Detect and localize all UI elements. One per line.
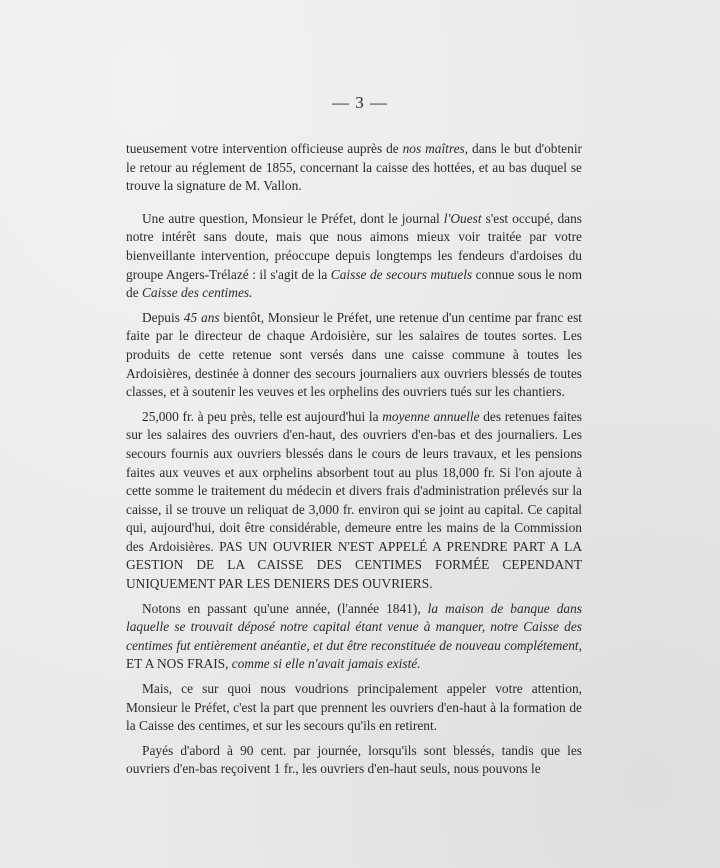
italic-text-run: nos maîtres, <box>402 141 469 156</box>
body-text <box>126 140 582 779</box>
paragraph <box>126 742 582 779</box>
text-run: Depuis <box>142 309 184 325</box>
text-run: s'est occupé, dans notre intérêt sans doute, mais que nous aimons mieux voir traitée par votre bienveillante intervention, préoccupe depuis longtemps les fendeurs d'ardoises du groupe Angers-Trélazé : il s'agit de la <box>126 210 582 282</box>
text-run: Payés d'abord à 90 cent. par journée, lorsqu'ils sont blessés, tandis que les ouvriers d'en-bas reçoivent 1 fr., les ouvriers d'en-haut seuls, nous pouvons le <box>126 742 582 777</box>
italic-text-run: Caisse de secours mutuels <box>330 266 473 282</box>
text-run: Notons en passant qu'une année, (l'année 1841), <box>142 600 428 616</box>
paragraph <box>126 140 582 196</box>
text-run: des retenues faites sur les salaires des ouvriers d'en-haut, des ouvriers d'en-bas et des journaliers. Les secours fournis aux ouvriers blessés dans le cours de leurs travaux, et les pensions faites aux veuves et aux orphelins absorbent tout au plus 18,000 fr. Si l'on ajoute à cette somme le traitement du médecin et divers frais d'administration prélevés sur la caisse, il se trouve un reliquat de 3,000 fr. environ qui se joint au capital. Ce capital qui, aujourd'hui, doit être considérable, demeure entre les mains de la Commission des Ardoisières. PAS UN OUVRIER N'EST APPELÉ A PRENDRE PART A LA GESTION DE LA CAISSE DES CENTIMES FORMÉE CEPENDANT UNIQUEMENT PAR LES DENIERS DES OUVRIERS. <box>126 408 582 592</box>
italic-text-run: comme si elle n'avait jamais existé. <box>231 656 421 672</box>
italic-text-run: Caisse des centimes. <box>142 285 253 301</box>
italic-text-run: la maison de banque dans laquelle se trouvait déposé notre capital étant venue à manquer, notre Caisse des centimes fut entièrement anéantie, et dut être reconstituée de nouveau complétement, <box>126 600 582 653</box>
page-number: — 3 — <box>332 93 388 112</box>
italic-text-run: l'Ouest <box>443 210 482 226</box>
paragraph <box>126 680 582 736</box>
text-run: connue sous le nom de <box>126 266 582 301</box>
italic-text-run: 45 ans <box>183 309 220 325</box>
text-run: ET A NOS FRAIS, <box>126 656 232 672</box>
text-run: 25,000 fr. à peu près, telle est aujourd'hui la <box>142 408 383 424</box>
paragraph <box>126 408 582 594</box>
italic-text-run: moyenne annuelle <box>382 408 480 424</box>
text-run: dans le but d'obtenir le retour au réglement de 1855, concernant la caisse des hottées, et au bas duquel se trouve la signature de M. Vallon. <box>126 141 582 194</box>
paragraph <box>126 309 582 402</box>
text-run: Mais, ce sur quoi nous voudrions principalement appeler votre attention, Monsieur le Préfet, c'est la part que prennent les ouvriers d'en-haut à la formation de la Caisse des centimes, et sur les secours qu'ils en retirent. <box>126 681 582 734</box>
text-run: tueusement votre intervention officieuse auprès de <box>126 141 403 156</box>
paragraph <box>126 210 582 303</box>
paragraph <box>126 600 582 674</box>
text-run: Une autre question, Monsieur le Préfet, dont le journal <box>142 210 444 226</box>
text-run: bientôt, Monsieur le Préfet, une retenue d'un centime par franc est faite par le directeur de chaque Ardoisière, sur les salaires de toutes sortes. Les produits de cette retenue sont versés dans une caisse commune à toutes les Ardoisières, destinée à donner des secours journaliers aux ouvriers blessés de toutes classes, et à soutenir les veuves et les orphelins des ouvriers tués sur les chantiers. <box>126 309 582 400</box>
